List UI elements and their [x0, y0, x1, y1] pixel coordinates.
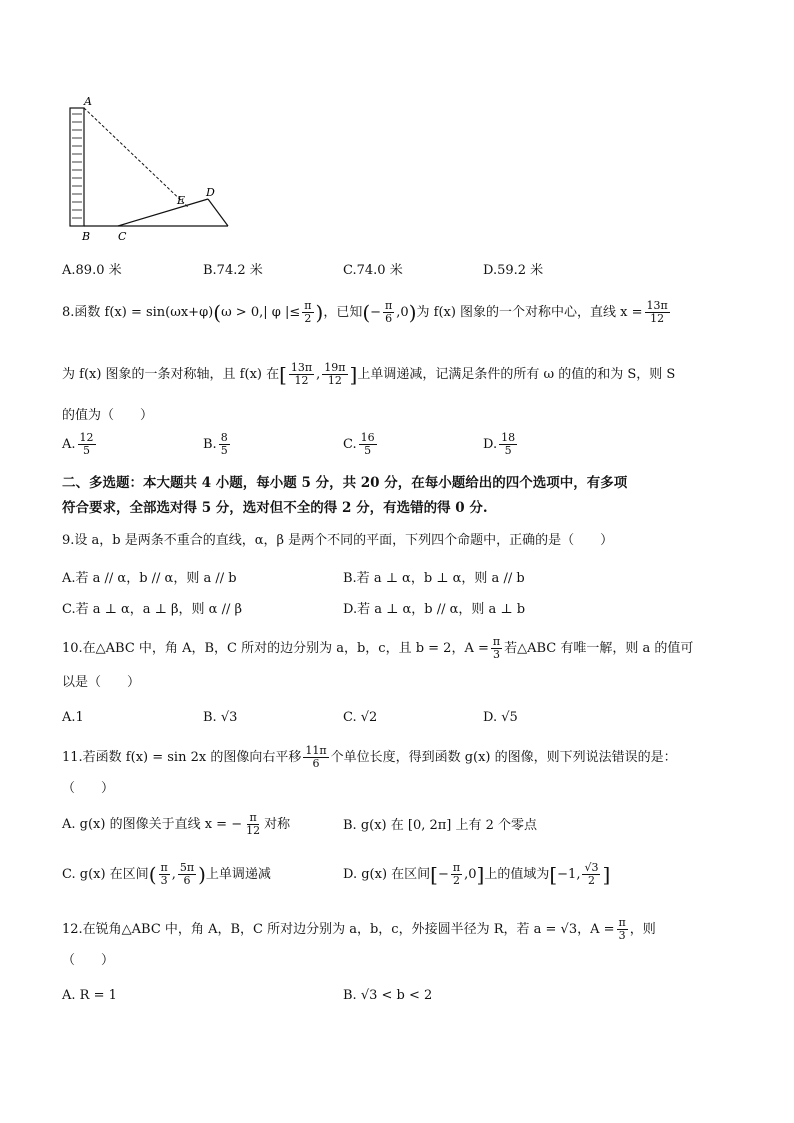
q8-line1: 8.函数 f(x) = sin(ωx+φ)(ω > 0,| φ |≤ $\frac{\pi}{2}$ )，已知(− $\frac{\pi}{6}$ ,0)为 f(x) 图象的一个对称中心，直线 x = $\frac{13\pi}{12}$ [62, 299, 668, 325]
q10-line2: 以是（ ） [62, 675, 141, 690]
q7-option-a: A.89.0 米 [62, 263, 122, 278]
label-A: A [84, 95, 92, 108]
section2-line1: 二、多选题：本大题共 4 小题，每小题 5 分，共 20 分，在每小题给出的四个选项中，有多项 [62, 475, 628, 491]
q12-stem: 12.在锐角△ABC 中，角 A，B，C 所对边分别为 a，b，c，外接圆半径为 R，若 a = √3，A = $\frac{\pi}{3}$ ，则 [62, 916, 656, 942]
q7-option-d: D.59.2 米 [483, 263, 544, 278]
q9-option-c: C.若 a ⊥ α，a ⊥ β，则 α // β [62, 602, 242, 617]
q8-option-c: C. $\frac{16}{5}$ [343, 431, 375, 457]
q11-option-a: A. g(x) 的图像关于直线 x = − $\frac{\pi}{12}$ 对称 [62, 811, 291, 837]
slope-d-down [208, 199, 228, 226]
q11-option-c: C. g(x) 在区间( $\frac{\pi}{3}$ , $\frac{5\pi}{6}$ )上单调递减 [62, 861, 271, 887]
label-C: C [118, 230, 127, 243]
q7-option-c: C.74.0 米 [343, 263, 403, 278]
q9-stem: 9.设 a，b 是两条不重合的直线，α，β 是两个不同的平面，下列四个命题中，正确的是（ ） [62, 533, 614, 548]
sight-line [84, 108, 188, 207]
label-B: B [82, 230, 91, 243]
label-D: D [206, 186, 215, 199]
slope-cd [118, 199, 208, 226]
q12-option-a: A. R = 1 [62, 988, 117, 1003]
q8-option-a: A. $\frac{12}{5}$ [62, 431, 94, 457]
q10-stem: 10.在△ABC 中，角 A，B，C 所对的边分别为 a，b，c，且 b = 2，A = $\frac{\pi}{3}$ 若△ABC 有唯一解，则 a 的值可 [62, 635, 694, 661]
q10-option-d: D. √5 [483, 710, 518, 725]
q10-option-a: A.1 [62, 710, 84, 725]
q11-option-d: D. g(x) 在区间[− $\frac{\pi}{2}$ ,0]上的值域为[−1, $\frac{√3}{2}$ ] [343, 861, 611, 887]
q8-line3: 的值为（ ） [62, 408, 154, 423]
geometry-figure [60, 94, 250, 244]
q12-line2: （ ） [62, 953, 115, 968]
label-E: E [177, 194, 186, 207]
q9-option-b: B.若 a ⊥ α，b ⊥ α，则 a // b [343, 571, 525, 586]
q11-option-b: B. g(x) 在 [0, 2π] 上有 2 个零点 [343, 818, 538, 833]
q8-option-b: B. $\frac{8}{5}$ [203, 431, 228, 457]
q7-option-b: B.74.2 米 [203, 263, 263, 278]
q12-option-b: B. √3 < b < 2 [343, 988, 433, 1003]
q8-line2: 为 f(x) 图象的一条对称轴，且 f(x) 在[ $\frac{13\pi}{12}$ , $\frac{19\pi}{12}$ ]上单调递减，记满足条件的所有 ω 的值的和为 S，则 S [62, 361, 676, 387]
q9-option-a: A.若 a // α，b // α，则 a // b [62, 571, 237, 586]
q8-option-d: D. $\frac{18}{5}$ [483, 431, 516, 457]
q9-option-d: D.若 a ⊥ α，b // α，则 a ⊥ b [343, 602, 526, 617]
q11-line2: （ ） [62, 781, 115, 796]
building [70, 108, 84, 226]
q10-option-c: C. √2 [343, 710, 378, 725]
q11-stem: 11.若函数 f(x) = sin 2x 的图像向右平移 $\frac{11\pi}{6}$ 个单位长度，得到函数 g(x) 的图像，则下列说法错误的是： [62, 744, 677, 770]
section2-line2: 符合要求，全部选对得 5 分，选对但不全的得 2 分，有选错的得 0 分. [62, 500, 488, 516]
q10-option-b: B. √3 [203, 710, 238, 725]
